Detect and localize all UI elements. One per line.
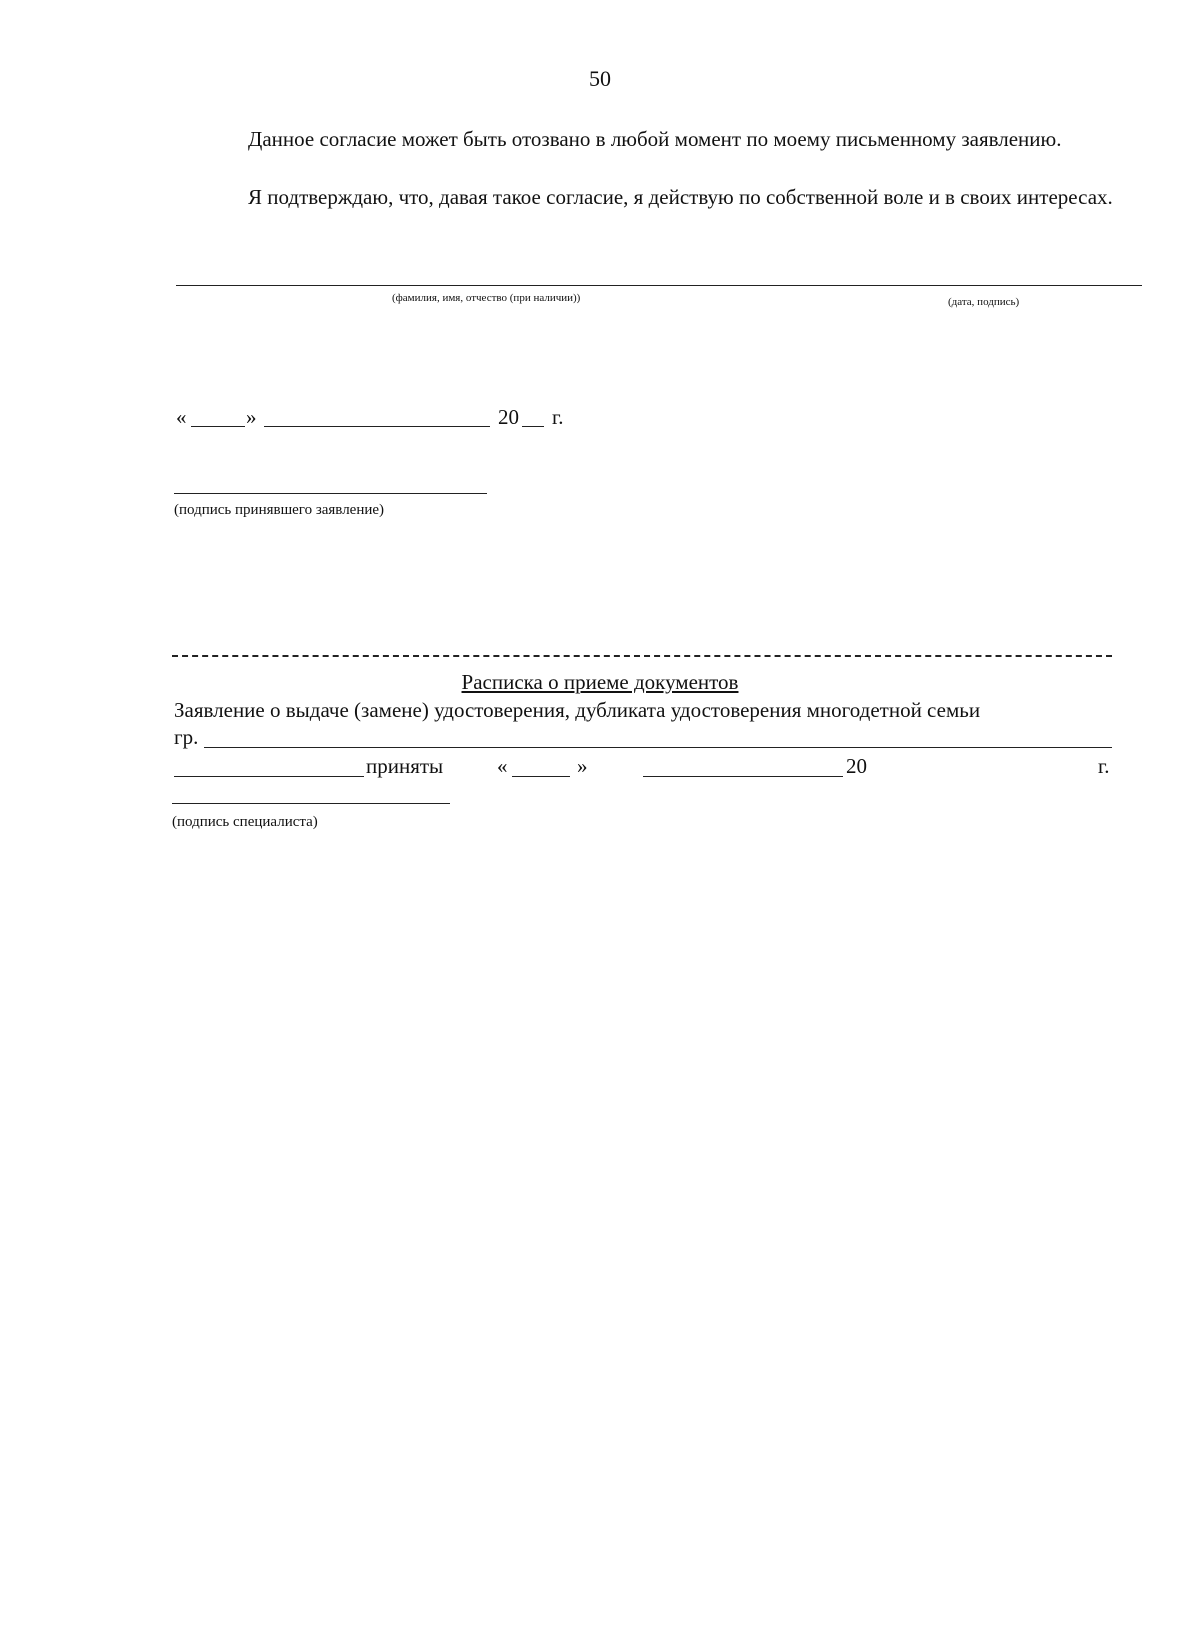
month-blank bbox=[264, 426, 490, 427]
name-caption: (фамилия, имя, отчество (при наличии)) bbox=[392, 292, 581, 304]
acceptor-signature-line bbox=[174, 493, 487, 494]
date-open-quote: « bbox=[176, 405, 187, 429]
year-suffix: г. bbox=[552, 405, 564, 429]
citizen-name-blank bbox=[204, 747, 1112, 748]
specialist-caption: (подпись специалиста) bbox=[172, 814, 318, 830]
signature-line bbox=[176, 285, 1142, 286]
page-number: 50 bbox=[589, 66, 611, 91]
consent-paragraph-revocation: Данное согласие может быть отозвано в любой момент по моему письменному заявлению. bbox=[248, 127, 1062, 151]
date-close-quote: » bbox=[246, 405, 257, 429]
receipt-close-quote: » bbox=[577, 754, 588, 778]
specialist-signature-line bbox=[172, 803, 450, 804]
cut-line bbox=[172, 655, 1112, 657]
consent-paragraph-confirmation: Я подтверждаю, что, давая такое согласие, я действую по собственной воле и в своих интересах. bbox=[248, 185, 1113, 209]
documents-blank bbox=[174, 776, 364, 777]
receipt-day-blank bbox=[512, 776, 570, 777]
year-blank bbox=[522, 426, 544, 427]
receipt-year-suffix: г. bbox=[1098, 754, 1110, 778]
citizen-prefix: гр. bbox=[174, 725, 199, 749]
date-signature-caption: (дата, подпись) bbox=[948, 296, 1020, 308]
receipt-year-prefix: 20 bbox=[846, 754, 867, 778]
receipt-open-quote: « bbox=[497, 754, 508, 778]
day-blank bbox=[191, 426, 245, 427]
acceptor-caption: (подпись принявшего заявление) bbox=[174, 502, 385, 518]
receipt-month-blank bbox=[643, 776, 843, 777]
receipt-statement: Заявление о выдаче (замене) удостоверения, дубликата удостоверения многодетной семьи bbox=[174, 698, 981, 722]
receipt-title: Расписка о приеме документов bbox=[461, 670, 739, 694]
accepted-label: приняты bbox=[366, 754, 444, 778]
year-prefix: 20 bbox=[498, 405, 519, 429]
